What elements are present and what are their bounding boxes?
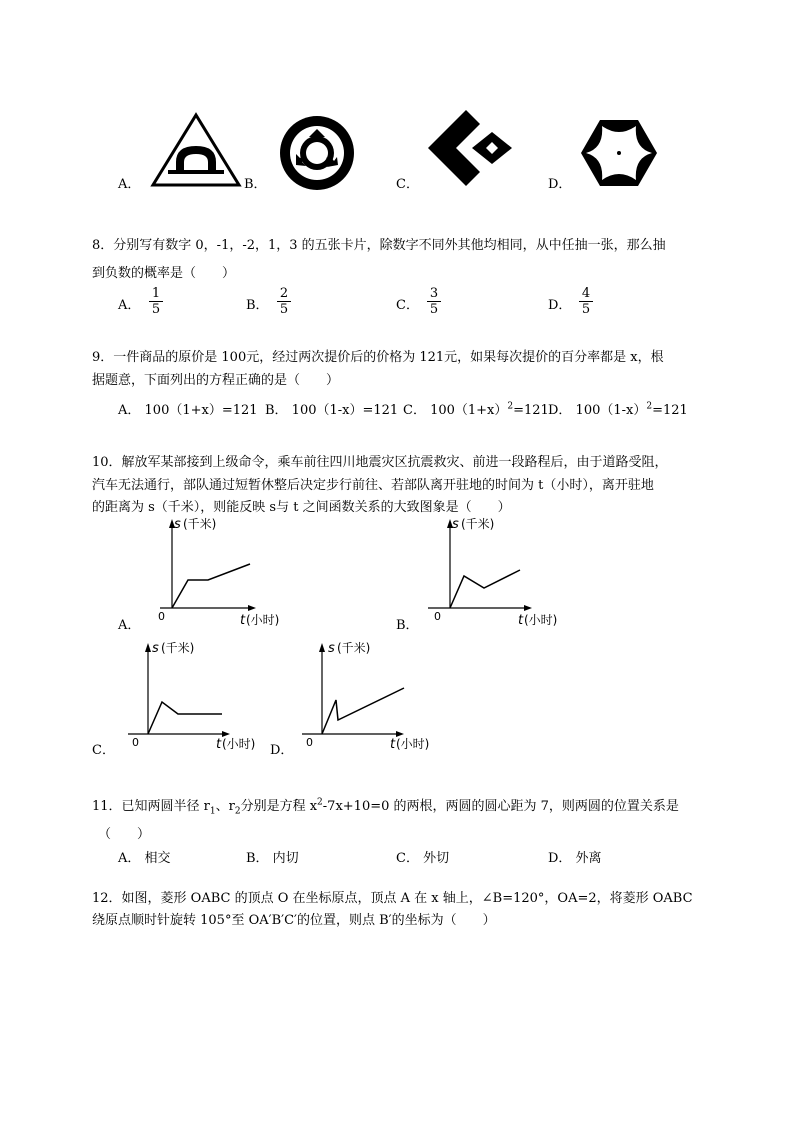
graph-c-x-axis-t: t xyxy=(216,737,222,752)
q9-option-d[interactable]: D． $100(1-x)^2=121$ xyxy=(548,401,688,418)
triangle-sign-icon xyxy=(150,112,242,188)
graph-a xyxy=(140,512,290,630)
q8-stem-line1: 8．分别写有数字 0，-1，-2，1，3 的五张卡片，除数字不同外其他均相同，从中任抽一张，那么抽 xyxy=(92,238,666,253)
q7-option-d[interactable]: D． xyxy=(548,177,572,192)
graph-b-y-axis-label: (千米) xyxy=(461,517,495,531)
graph-d-y-axis-label: (千米) xyxy=(337,641,371,655)
q7-option-a[interactable]: A． xyxy=(118,177,141,192)
graph-b-x-axis-t: t xyxy=(518,613,524,628)
q10-stem-line1: 10．解放军某部接到上级命令，乘车前往四川地震灾区抗震救灾、前进一段路程后，由于道路受阻， xyxy=(92,455,668,470)
graph-c-x-axis-label: (小时) xyxy=(222,737,256,751)
q10-option-c[interactable]: C． xyxy=(92,743,115,758)
q11-option-d[interactable]: D． 外离 xyxy=(548,851,602,866)
q11-stem-line1: 11．已知两圆半径 $r_1$、$r_2$分别是方程 $x^2-7x+10=0$ 的两根，两圆的圆心距为 7，则两圆的位置关系是 xyxy=(92,797,679,817)
q8-option-a-label[interactable]: A． xyxy=(118,298,141,313)
q9-option-a[interactable]: A． 100（1+x）=121 xyxy=(118,403,258,418)
graph-c-y-axis-label: (千米) xyxy=(161,641,195,655)
graph-a-origin: 0 xyxy=(158,610,165,623)
q11-stem-line2: （ ） xyxy=(98,827,151,842)
q11-option-c[interactable]: C． 外切 xyxy=(396,851,450,866)
q10-stem-line2: 汽车无法通行，部队通过短暂休整后决定步行前往、若部队离开驻地的时间为 t（小时），离开驻地 xyxy=(92,478,654,493)
q10-option-b[interactable]: B． xyxy=(396,618,419,633)
q9-stem-line2: 据题意，下面列出的方程正确的是（ ） xyxy=(92,373,340,388)
graph-d-x-axis-label: (小时) xyxy=(396,737,430,751)
q11-option-a[interactable]: A． 相交 xyxy=(118,851,171,866)
q10-option-d[interactable]: D． xyxy=(270,743,294,758)
graph-a-x-axis-label: (小时) xyxy=(246,613,280,627)
q11-option-b[interactable]: B． 内切 xyxy=(246,851,299,866)
q10-stem-line3: 的距离为 s（千米），则能反映 s与 t 之间函数关系的大致图象是（ ） xyxy=(92,500,511,515)
graph-a-y-axis-s: s xyxy=(174,517,181,532)
graph-d xyxy=(292,636,442,754)
graph-b-x-axis-label: (小时) xyxy=(524,613,558,627)
q7-option-c[interactable]: C． xyxy=(396,177,419,192)
graph-d-origin: 0 xyxy=(306,736,313,749)
graph-c-origin: 0 xyxy=(132,736,139,749)
graph-b xyxy=(420,512,570,630)
q8-option-b-fraction: $\frac{2}{5}$ xyxy=(277,286,291,317)
q12-stem-line1: 12．如图，菱形 OABC 的顶点 O 在坐标原点，顶点 A 在 x 轴上，∠B=120°，OA=2，将菱形 OABC xyxy=(92,891,693,906)
graph-a-y-axis-label: (千米) xyxy=(183,517,217,531)
q7-option-b[interactable]: B． xyxy=(244,177,267,192)
q8-option-d-fraction: $\frac{4}{5}$ xyxy=(579,286,593,317)
q8-option-c-label[interactable]: C． xyxy=(396,298,419,313)
graph-c xyxy=(118,636,268,754)
graph-c-y-axis-s: s xyxy=(152,641,159,656)
q8-option-c-fraction: $\frac{3}{5}$ xyxy=(427,286,441,317)
q9-stem-line1: 9．一件商品的原价是 100元，经过两次提价后的价格为 121元，如果每次提价的百分率都是 x，根 xyxy=(92,350,664,365)
graph-a-x-axis-t: t xyxy=(240,613,246,628)
graph-d-y-axis-s: s xyxy=(328,641,335,656)
q10-option-a[interactable]: A． xyxy=(118,618,141,633)
q8-stem-line2: 到负数的概率是（ ） xyxy=(92,266,236,281)
roundabout-sign-icon xyxy=(278,115,356,191)
hexagon-star-icon xyxy=(580,118,658,188)
graph-b-origin: 0 xyxy=(434,610,441,623)
q8-option-b-label[interactable]: B． xyxy=(246,298,269,313)
q12-stem-line2: 绕原点顺时针旋转 105°至 OA′B′C′的位置，则点 B′的坐标为（ ） xyxy=(92,913,496,928)
q9-option-b[interactable]: B． 100（1-x）=121 xyxy=(265,403,399,418)
graph-d-x-axis-t: t xyxy=(390,737,396,752)
graph-b-y-axis-s: s xyxy=(452,517,459,532)
q8-option-d-label[interactable]: D． xyxy=(548,298,572,313)
q9-option-c[interactable]: C． $100(1+x)^2=121$ xyxy=(403,401,549,418)
chevron-diamond-icon xyxy=(428,108,516,188)
q8-option-a-fraction: $\frac{1}{5}$ xyxy=(149,286,163,317)
